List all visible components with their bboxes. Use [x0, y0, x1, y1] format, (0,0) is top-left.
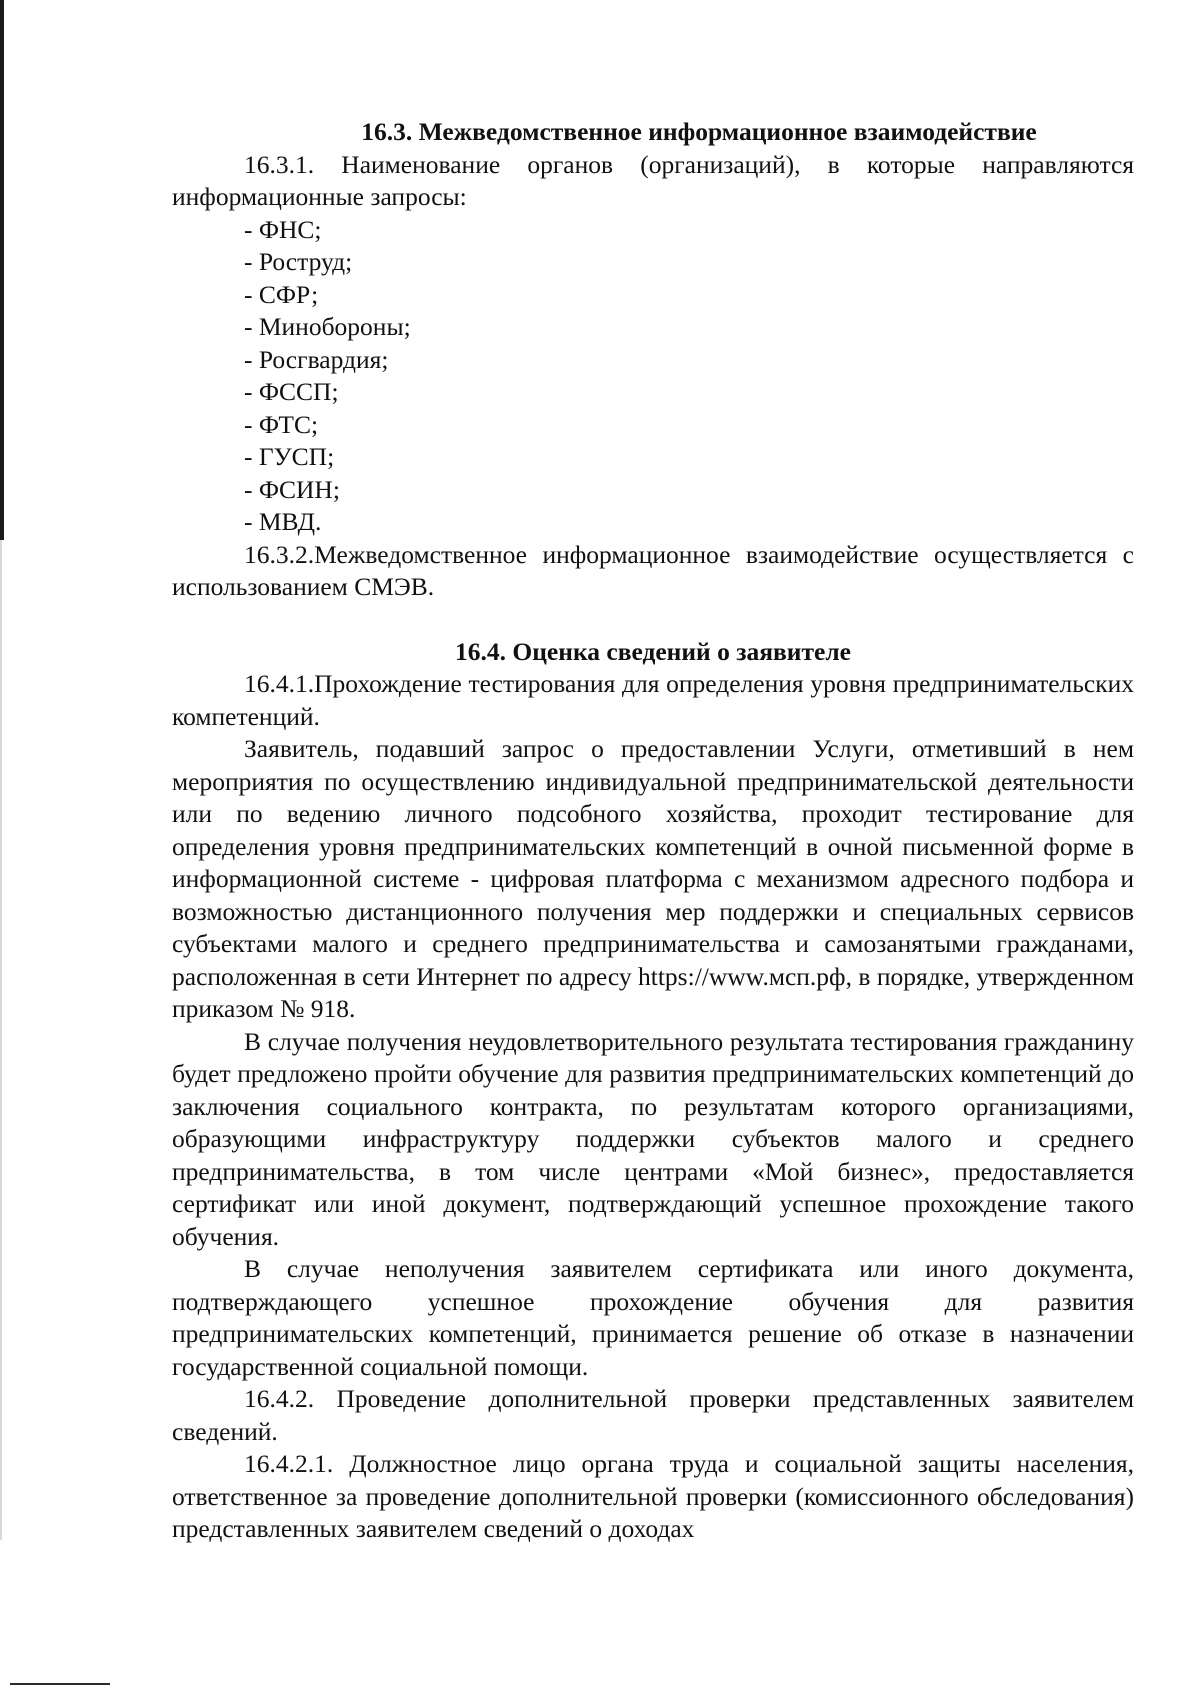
scan-left-edge-faint [0, 540, 2, 1540]
paragraph-16-3-1: 16.3.1. Наименование органов (организаций), в которые направляются информационные запросы: [172, 149, 1134, 211]
paragraph-16-3-2: 16.3.2.Межведомственное информационное взаимодействие осуществляется с использованием СМЭВ. [172, 539, 1134, 601]
section-heading-16-4: 16.4. Оценка сведений о заявителе [455, 636, 851, 666]
list-item: - ФСИН; [244, 474, 340, 504]
paragraph-16-4-2-1: 16.4.2.1. Должностное лицо органа труда и социальной защиты населения, ответственное за проведение дополнительной проверки (комиссионного обследования) представленных заявителем сведений о доходах [172, 1449, 1134, 1543]
list-item: - ФТС; [244, 409, 319, 439]
list-item: - Минобороны; [244, 312, 411, 341]
list-item: - ФНС; [244, 214, 322, 244]
scan-left-edge [0, 0, 4, 540]
paragraph-applicant-testing: Заявитель, подавший запрос о предоставлении Услуги, отметивший в нем мероприятия по осуществлению индивидуальной предпринимательской деятельности или по ведению личного подсобного хозяйства, проходит тестирование для определения уровня предпринимательских компетенций в очной письменной форме в информационной системе - цифровая платформа с механизмом адресного подбора и возможностью дистанционного получения мер поддержки и специальных сервисов субъектами малого и среднего предпринимательства и самозанятыми гражданами, расположенная в сети Интернет по адресу https://www.мсп.рф, в порядке, утвержденном приказом № 918. [172, 734, 1134, 1023]
section-heading-16-3: 16.3. Межведомственное информационное взаимодействие [361, 117, 1037, 146]
paragraph-16-4-1: 16.4.1.Прохождение тестирования для определения уровня предпринимательских компетенций. [172, 669, 1134, 731]
list-item: - Росгвардия; [244, 344, 389, 374]
organizations-list [172, 214, 1134, 539]
footer-rule [10, 1683, 110, 1685]
list-item: - Роструд; [244, 247, 353, 276]
list-item: - ФССП; [244, 377, 339, 406]
list-item: - ГУСП; [244, 442, 335, 471]
list-item: - СФР; [244, 279, 319, 309]
paragraph-unsatisfactory-result: В случае получения неудовлетворительного результата тестирования гражданину будет предложено пройти обучение для развития предпринимательских компетенций до заключения социального контракта, по результатам которого организациями, образующими инфраструктуру поддержки субъектов малого и среднего предпринимательства, в том числе центрами «Мой бизнес», предоставляется сертификат или иной документ, подтверждающий успешное прохождение такого обучения. [172, 1026, 1134, 1251]
list-item: - МВД. [244, 507, 322, 536]
paragraph-16-4-2: 16.4.2. Проведение дополнительной проверки представленных заявителем сведений. [172, 1384, 1134, 1446]
paragraph-no-certificate: В случае неполучения заявителем сертификата или иного документа, подтверждающего успешное прохождение обучения для развития предпринимательских компетенций, принимается решение об отказе в назначении государственной социальной помощи. [172, 1254, 1134, 1381]
document-page [172, 116, 1134, 1546]
